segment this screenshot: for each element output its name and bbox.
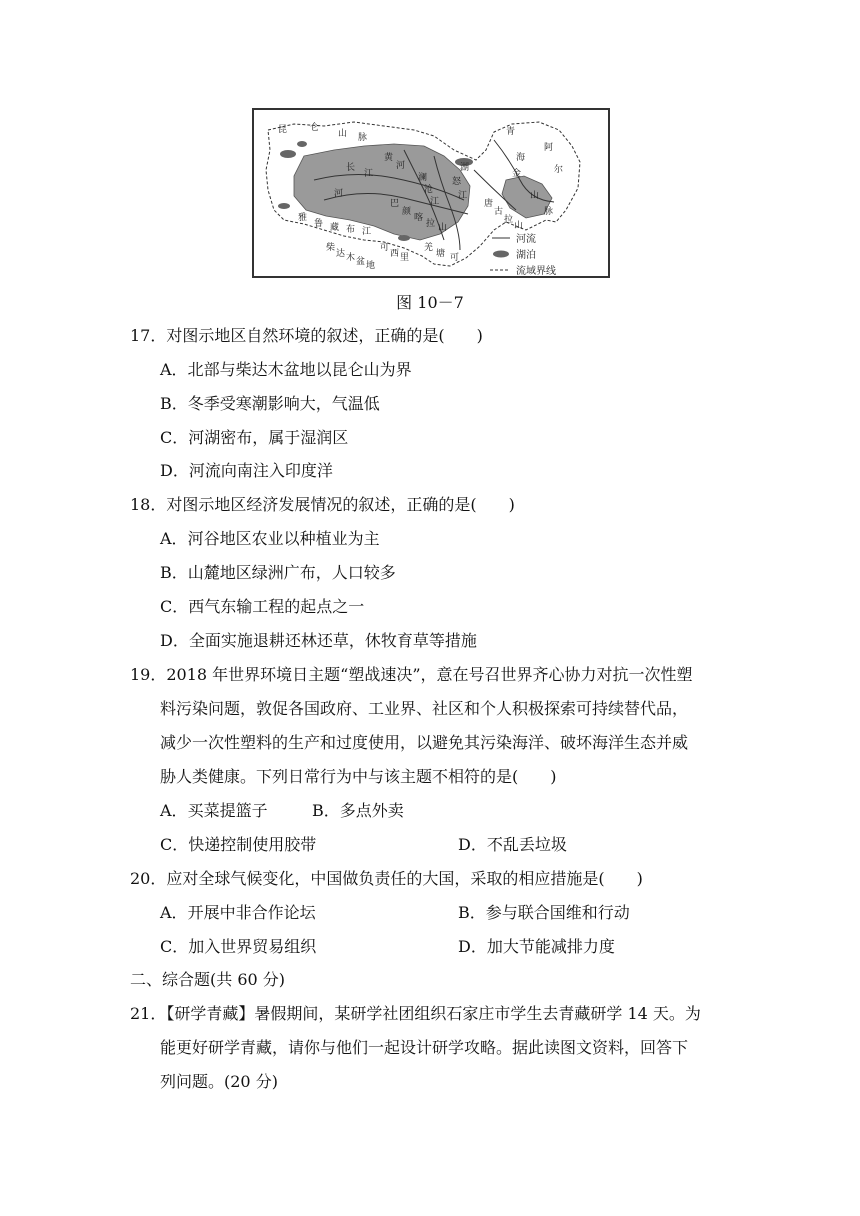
map-label: 河: [334, 189, 344, 199]
option-key: C．: [160, 428, 189, 447]
option-text: 河流向南注入印度洋: [188, 461, 333, 480]
question-21-stem: [130, 1003, 701, 1025]
q20-option-a[interactable]: [160, 902, 316, 924]
option-text: 山麓地区绿洲广布，人口较多: [187, 563, 396, 582]
option-key: C．: [160, 835, 189, 854]
question-21-stem-line-3: 列问题。(20 分): [160, 1072, 278, 1091]
map-label: 盆: [356, 257, 366, 267]
option-key: B．: [160, 394, 188, 413]
map-label: 颜: [402, 207, 412, 217]
map-label: 唐: [484, 199, 494, 209]
option-text: 开展中非合作论坛: [187, 903, 316, 922]
q17-option-b[interactable]: [160, 393, 380, 415]
q18-option-d[interactable]: [160, 630, 477, 652]
option-text: 快递控制使用胶带: [188, 835, 317, 854]
legend-boundary-label: 流域界线: [516, 266, 556, 277]
map-label: 拉: [504, 215, 514, 225]
map-label: 脉: [544, 207, 554, 217]
question-18-stem: [130, 494, 515, 516]
map-label: 江: [364, 169, 374, 179]
question-number: 18．: [130, 495, 167, 514]
legend-river-label: 河流: [516, 234, 536, 245]
map-label: 巴: [390, 199, 400, 209]
option-text: 冬季受寒潮影响大，气温低: [187, 394, 380, 413]
map-label: 塘: [436, 249, 446, 259]
option-key: D．: [160, 461, 189, 480]
question-19-stem-line-4: 胁人类健康。下列日常行为中与该主题不相符的是( ): [160, 767, 557, 786]
option-key: A．: [160, 801, 188, 820]
map-label: 可: [450, 253, 460, 263]
map-label: 藏: [330, 223, 340, 233]
option-text: 河湖密布，属于湿润区: [188, 428, 349, 447]
map-label: 可: [380, 243, 390, 253]
question-stem-line: 对图示地区自然环境的叙述，正确的是( ): [166, 326, 483, 345]
option-key: C．: [160, 937, 189, 956]
q17-option-a[interactable]: [160, 359, 412, 381]
map-label: 山: [514, 221, 524, 231]
legend-lake-symbol: [493, 251, 509, 258]
option-key: D．: [160, 631, 189, 650]
question-number: 20．: [130, 869, 167, 888]
map-label: 尔: [554, 165, 564, 175]
option-text: 买菜提篮子: [187, 801, 268, 820]
question-19-stem-line-2: 料污染问题，敦促各国政府、工业界、社区和个人积极探索可持续替代品，: [160, 699, 689, 718]
map-label: 昆: [278, 125, 288, 135]
lake-2: [297, 141, 307, 147]
map-label: 脉: [358, 133, 368, 143]
option-key: D．: [458, 835, 487, 854]
map-label: 雅: [298, 213, 308, 223]
option-text: 不乱丢垃圾: [486, 835, 567, 854]
q19-option-b[interactable]: [312, 800, 404, 822]
legend-lake-label: 湖泊: [516, 250, 536, 261]
map-label: 怒: [452, 177, 462, 187]
map-label: 木: [346, 253, 356, 263]
map-figure: [252, 108, 610, 278]
map-label: 仑: [310, 123, 320, 133]
figure-caption: 图 10－7: [396, 293, 464, 312]
question-stem-line: 【研学青藏】暑假期间，某研学社团组织石家庄市学生去青藏研学 14 天。为: [166, 1004, 701, 1023]
map-label: 江: [458, 191, 468, 201]
question-19-stem: [130, 664, 693, 686]
q17-option-c[interactable]: [160, 427, 348, 449]
option-text: 全面实施退耕还林还草，休牧育草等措施: [188, 631, 477, 650]
option-key: B．: [160, 563, 188, 582]
map-legend: [490, 232, 556, 277]
lake-5: [398, 235, 410, 241]
q20-option-c[interactable]: [160, 936, 316, 958]
question-number: 21．: [130, 1004, 167, 1023]
map-label: 阿: [544, 143, 554, 153]
question-stem-line: 2018 年世界环境日主题“塑战速决”，意在号召世界齐心协力对抗一次性塑: [166, 665, 693, 684]
map-illustration: [254, 110, 610, 278]
map-label: 澜: [418, 173, 428, 183]
q19-option-d[interactable]: [458, 834, 567, 856]
option-text: 多点外卖: [339, 801, 404, 820]
map-label: 古: [494, 207, 504, 217]
map-label: 金: [512, 169, 522, 179]
option-key: D．: [458, 937, 487, 956]
question-stem-line: 应对全球气候变化，中国做负责任的大国，采取的相应措施是( ): [166, 869, 643, 888]
map-label: 柴: [326, 243, 336, 253]
map-label: 西: [390, 249, 400, 259]
map-label: 沧: [424, 185, 434, 195]
map-label: 布: [346, 225, 356, 235]
map-label: 黄: [384, 153, 394, 163]
lake-1: [280, 150, 296, 158]
question-number: 19．: [130, 665, 167, 684]
question-stem-line: 对图示地区经济发展情况的叙述，正确的是( ): [166, 495, 515, 514]
map-label: 羌: [424, 243, 434, 253]
option-key: A．: [160, 903, 188, 922]
map-label: 里: [400, 253, 410, 263]
map-label: 喀: [414, 213, 424, 223]
q20-option-d[interactable]: [458, 936, 615, 958]
map-label: 鲁: [314, 219, 324, 229]
section-2-title: 二、综合题(共 60 分): [130, 970, 286, 989]
question-21-stem-line-2: 能更好研学青藏，请你与他们一起设计研学攻略。据此读图文资料，回答下: [160, 1038, 689, 1057]
option-text: 河谷地区农业以种植业为主: [187, 529, 380, 548]
map-label: 江: [430, 197, 440, 207]
q19-option-c[interactable]: [160, 834, 316, 856]
map-label: 拉: [426, 219, 436, 229]
map-label: 达: [336, 249, 346, 259]
q20-option-b[interactable]: [458, 902, 630, 924]
question-19-stem-line-3: 减少一次性塑料的生产和过度使用，以避免其污染海洋、破坏海洋生态并威: [160, 733, 689, 752]
map-label: 湖: [460, 163, 470, 173]
option-text: 北部与柴达木盆地以昆仑山为界: [187, 360, 412, 379]
option-text: 西气东输工程的起点之一: [188, 597, 365, 616]
q19-option-a[interactable]: [160, 800, 268, 822]
map-label: 河: [396, 161, 406, 171]
map-label: 山: [438, 223, 448, 233]
question-number: 17．: [130, 326, 167, 345]
option-key: C．: [160, 597, 189, 616]
option-key: B．: [458, 903, 486, 922]
option-text: 参与联合国维和行动: [485, 903, 630, 922]
q18-option-c[interactable]: [160, 596, 364, 618]
q18-option-b[interactable]: [160, 562, 396, 584]
map-label: 江: [362, 227, 372, 237]
option-key: A．: [160, 529, 188, 548]
option-key: B．: [312, 801, 340, 820]
map-label: 山: [530, 191, 540, 201]
lake-3: [278, 203, 290, 209]
option-text: 加大节能减排力度: [486, 937, 615, 956]
map-label: 山: [338, 129, 348, 139]
map-label: 长: [346, 163, 356, 173]
map-label: 青: [506, 127, 516, 137]
option-key: A．: [160, 360, 188, 379]
question-20-stem: [130, 868, 643, 890]
map-label: 地: [366, 261, 376, 271]
q18-option-a[interactable]: [160, 528, 380, 550]
question-17-stem: [130, 325, 483, 347]
option-text: 加入世界贸易组织: [188, 937, 317, 956]
map-label: 海: [516, 153, 526, 163]
q17-option-d[interactable]: [160, 460, 333, 482]
